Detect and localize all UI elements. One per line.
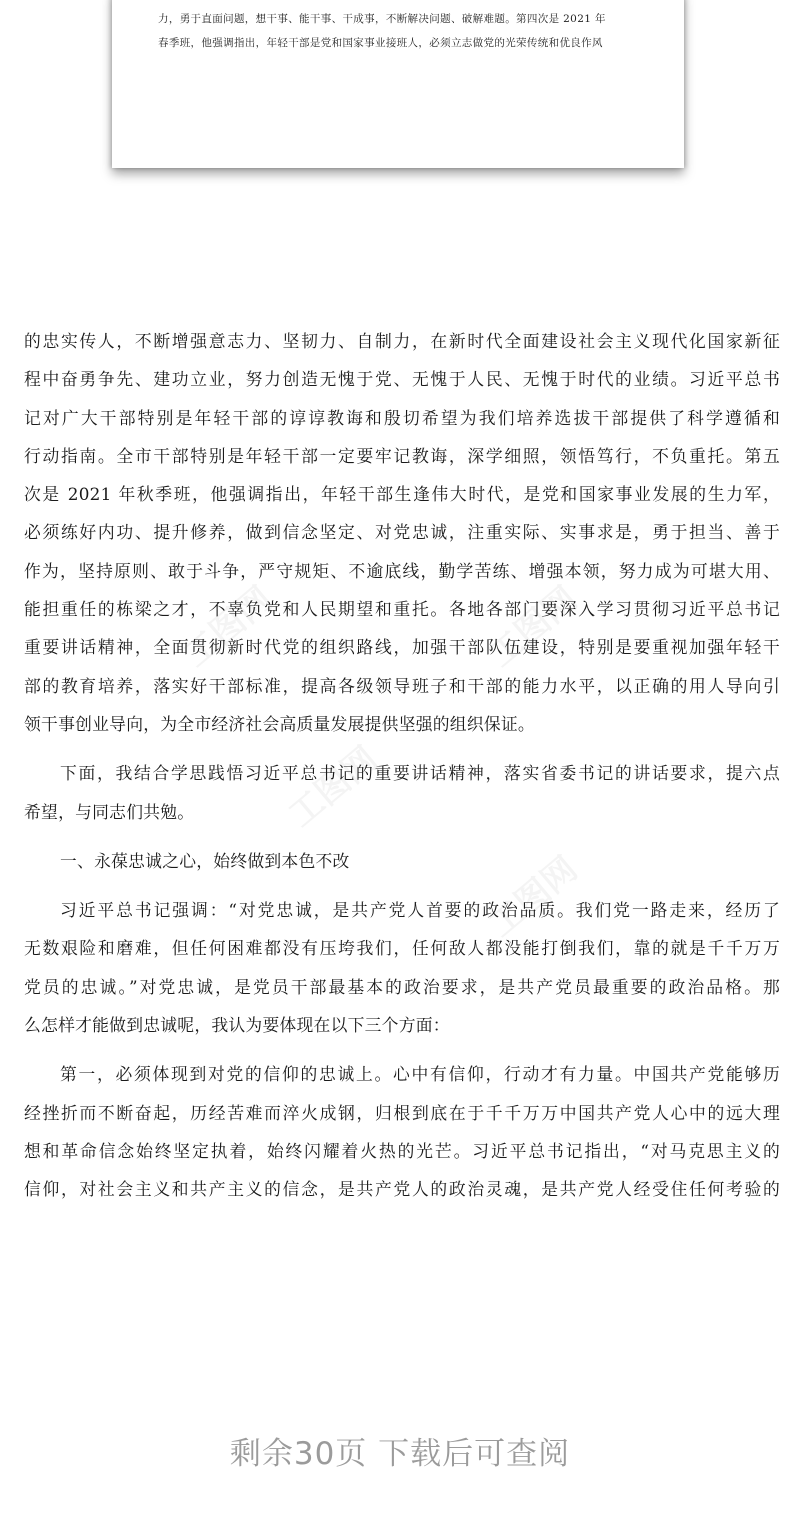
text-line: 党员的忠诚。”对党忠诚，是党员干部最基本的政治要求，是共产党员最重要的政治品格。那: [24, 976, 780, 997]
text-line: 作为，坚持原则、敢于斗争，严守规矩、不逾底线，勤学苦练、增强本领，努力成为可堪大用、: [24, 560, 780, 581]
text-line: 习近平总书记强调：“对党忠诚，是共产党人首要的政治品质。我们党一路走来，经历了: [60, 900, 780, 921]
text-line: 希望，与同志们共勉。: [24, 801, 195, 822]
text-line: 第一，必须体现到对党的信仰的忠诚上。心中有信仰，行动才有力量。中国共产党能够历: [60, 1064, 780, 1085]
text-line: 重要讲话精神，全面贯彻新时代党的组织路线，加强干部队伍建设，特别是要重视加强年轻干: [24, 637, 780, 658]
text-line: 能担重任的栋梁之才，不辜负党和人民期望和重托。各地各部门要深入学习贯彻习近平总书记: [24, 599, 780, 620]
preview-line: 力，勇于直面问题，想干事、能干事、干成事，不断解决问题、破解难题。第四次是 2021 年: [158, 13, 606, 25]
document-body: [24, 322, 780, 1209]
text-line: 程中奋勇争先、建功立业，努力创造无愧于党、无愧于人民、无愧于时代的业绩。习近平总书: [24, 369, 780, 390]
text-line: 想和革命信念始终坚定执着，始终闪耀着火热的光芒。习近平总书记指出，“对马克思主义的: [24, 1140, 780, 1161]
text-line: 次是 2021 年秋季班，他强调指出，年轻干部生逢伟大时代，是党和国家事业发展的生力军，: [24, 484, 780, 505]
text-line: 领干事创业导向，为全市经济社会高质量发展提供坚强的组织保证。: [24, 713, 535, 734]
preview-line: 春季班，他强调指出，年轻干部是党和国家事业接班人，必须立志做党的光荣传统和优良作风: [158, 37, 603, 49]
text-line: 信仰，对社会主义和共产主义的信念，是共产党人的政治灵魂，是共产党人经受住任何考验的: [24, 1179, 780, 1200]
text-line: 的忠实传人，不断增强意志力、坚韧力、自制力，在新时代全面建设社会主义现代化国家新征: [24, 331, 780, 351]
text-line: 行动指南。全市干部特别是年轻干部一定要牢记教诲，深学细照，领悟笃行，不负重托。第五: [24, 445, 780, 466]
preview-page-card: [112, 0, 684, 168]
text-line: 记对广大干部特别是年轻干部的谆谆教诲和殷切希望为我们培养选拔干部提供了科学遵循和: [24, 407, 780, 428]
text-line: 经挫折而不断奋起，历经苦难而淬火成钢，归根到底在于千千万万中国共产党人心中的远大理: [24, 1102, 780, 1123]
text-line: 无数艰险和磨难，但任何困难都没有压垮我们，任何敌人都没能打倒我们，靠的就是千千万万: [24, 938, 780, 959]
text-line: 部的教育培养，落实好干部标准，提高各级领导班子和干部的能力水平，以正确的用人导向引: [24, 675, 780, 696]
remaining-pages-label[interactable]: 剩余30页 下载后可查阅: [229, 1436, 571, 1472]
text-line: 下面，我结合学思践悟习近平总书记的重要讲话精神，落实省委书记的讲话要求，提六点: [60, 763, 780, 784]
section-heading: 一、永葆忠诚之心，始终做到本色不改: [60, 850, 350, 871]
text-line: 必须练好内功、提升修养，做到信念坚定、对党忠诚，注重实际、实事求是，勇于担当、善于: [24, 522, 780, 543]
text-line: 么怎样才能做到忠诚呢，我认为要体现在以下三个方面：: [24, 1015, 450, 1036]
